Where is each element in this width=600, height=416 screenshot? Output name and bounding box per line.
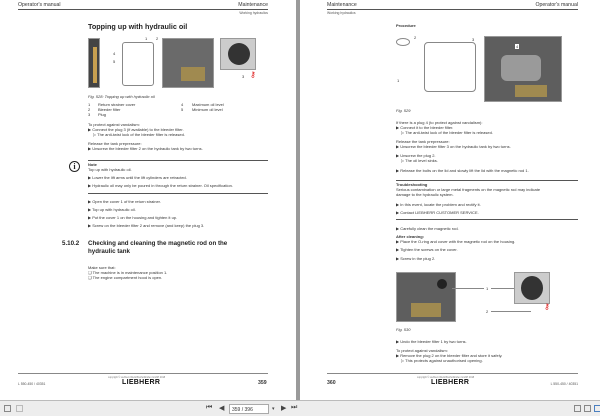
callout-4: 4 [113, 51, 116, 56]
legend-num: 3 [88, 112, 91, 117]
step-text: Unscrew the bleeder filter 3 on the hydraulic tank by two turns. [400, 144, 511, 149]
check-text: The engine compartment hood is open. [92, 275, 163, 280]
figure-caption: Fig. 529 [396, 108, 411, 113]
text: damage to the hydraulic system. [396, 192, 454, 197]
legend-num: 1 [88, 102, 91, 107]
figure-caption: Fig. 530 [396, 327, 411, 332]
liebherr-logo: LIEBHERR [122, 379, 161, 386]
step: ▶ Unscrew the plug 2. [396, 153, 436, 158]
subheader: Working hydraulics [327, 11, 356, 15]
result-text: This protects against unauthorised opening. [405, 358, 483, 363]
step: ▶ Contact LIEBHERR CUSTOMER SERVICE. [396, 210, 479, 215]
key-icon: ⚷ [544, 302, 550, 311]
callout-5: 5 [113, 59, 116, 64]
step: ▶ Connect the plug 3 (if available) to the bleeder filter. [88, 127, 184, 132]
callout-2: 2 [156, 36, 159, 41]
step: ▶ Screw in the plug 2. [396, 256, 436, 261]
step-text: Unscrew the bleeder filter 2 on the hydraulic tank by two turns. [92, 146, 203, 151]
step-text: Top up with hydraulic oil. [92, 207, 136, 212]
step-text: Lower the lift arms until the lift cylinders are retracted. [92, 175, 187, 180]
header-right: Operator's manual [535, 2, 578, 8]
section-title-line2: hydraulic tank [88, 248, 130, 255]
page-title: Topping up with hydraulic oil [88, 22, 188, 31]
check-text: The machine is in maintenance position 1. [92, 270, 168, 275]
step-text: Tighten the screws on the cover. [400, 247, 458, 252]
page-number: 360 [327, 380, 336, 386]
troubleshooting-title: Troubleshooting [396, 182, 428, 187]
result: ▷ The oil level sinks. [401, 158, 438, 163]
footer-code: L 550-450 / 40351 [550, 382, 578, 386]
tank-drawing [424, 42, 476, 92]
callout-1: 1 [486, 286, 489, 291]
step: ▶ Release the bolts on the lid and slowly lift the lid with the magnetic rod 1. [396, 168, 529, 173]
step-text: Screw on the bleeder filter 2 and remove (and keep) the plug 3. [92, 223, 205, 228]
footer-divider [18, 373, 268, 374]
continuous-view-icon[interactable] [594, 405, 600, 412]
text: Release the tank prepressure: [88, 141, 142, 146]
liebherr-logo: LIEBHERR [431, 379, 470, 386]
callout-1: 1 [145, 36, 148, 41]
step-text: Remove the plug 2 on the bleeder filter and store it safely. [400, 353, 503, 358]
page-number-input[interactable]: 359 / 396 [229, 404, 269, 414]
subheader: Working hydraulics [239, 11, 268, 15]
after-cleaning-title: After cleaning: [396, 234, 425, 239]
figure-caption: Fig. 528: Topping up with hydraulic oil [88, 94, 155, 99]
step-text: Connect it to the bleeder filter. [400, 125, 454, 130]
step: ▶ Lower the lift arms until the lift cylinders are retracted. [88, 175, 187, 180]
legend-num: 4 [181, 102, 184, 107]
legend-text: Maximum oil level [192, 102, 224, 107]
step: ▶ Undo the bleeder filter 1 by two turns. [396, 339, 467, 344]
first-page-button[interactable]: ⏮ [206, 404, 213, 411]
legend-text: Plug [98, 112, 107, 117]
legend-text: Minimum oil level [192, 107, 223, 112]
text: To protect against vandalism: [88, 122, 140, 127]
step-text: Hydraulic oil may only be poured in through the return strainer. Oil specification. [92, 183, 233, 188]
right-page [300, 0, 600, 400]
step-text: In this event, locate the problem and rectify it. [400, 202, 481, 207]
step-text: Put the cover 1 on the housing and tighten it up. [92, 215, 178, 220]
step: ▶ Top up with hydraulic oil. [88, 207, 136, 212]
legend-text: Return strainer cover [98, 102, 136, 107]
tank-photo [484, 36, 562, 102]
page-dropdown-button[interactable]: ▾ [272, 406, 275, 412]
note-title: Note [88, 162, 97, 167]
step: ▶ Unscrew the bleeder filter 3 on the hydraulic tank by two turns. [396, 144, 511, 149]
next-page-button[interactable]: ▶ [281, 405, 287, 412]
tank-photo [162, 38, 214, 88]
copyright: copyright © Liebherr-Werk Bischofshofen GmbH 2018 [108, 376, 166, 379]
step-text: Release the bolts on the lid and slowly lift the lid with the magnetic rod 1. [400, 168, 529, 173]
bleeder-filter-photo [514, 272, 550, 304]
step: ▶ Remove the plug 2 on the bleeder filter and store it safely. [396, 353, 503, 358]
result-text: The anti-twist lock of the bleeder filter is released. [97, 132, 185, 137]
check-item: ❏ The engine compartment hood is open. [88, 275, 163, 280]
step: ▶ Hydraulic oil may only be poured in through the return strainer. Oil specification. [88, 183, 233, 188]
check-item: ❏ The machine is in maintenance position 1. [88, 270, 168, 275]
viewer-toolbar [0, 400, 600, 416]
step-text: Place the O-ring and cover with the magnetic rod on the housing. [400, 239, 516, 244]
step: ▶ Open the cover 1 of the return strainer. [88, 199, 161, 204]
tank-photo [396, 272, 456, 322]
step-text: Unscrew the plug 2. [400, 153, 436, 158]
header-right: Maintenance [238, 2, 268, 8]
step: ▶ Tighten the screws on the cover. [396, 247, 458, 252]
step: ▶ Connect it to the bleeder filter. [396, 125, 454, 130]
rotate-icon[interactable] [4, 405, 11, 412]
rotate-back-icon[interactable] [16, 405, 23, 412]
section-number: 5.10.2 [62, 240, 80, 247]
step-text: Undo the bleeder filter 1 by two turns. [400, 339, 467, 344]
procedure-heading: Procedure [396, 23, 416, 28]
text: Release the tank prepressure: [396, 139, 450, 144]
step: ▶ In this event, locate the problem and rectify it. [396, 202, 481, 207]
callout-3: 3 [242, 74, 245, 79]
step-text: Contact LIEBHERR CUSTOMER SERVICE. [400, 210, 479, 215]
note-text: Top up with hydraulic oil. [88, 167, 132, 172]
text: Serious contamination or large metal fragments on the magnetic rod may indicate [396, 187, 541, 192]
step: ▶ Put the cover 1 on the housing and tighten it up. [88, 215, 178, 220]
two-page-view-icon[interactable] [584, 405, 591, 412]
text: Make sure that: [88, 265, 116, 270]
step: ▶ Carefully clean the magnetic rod. [396, 226, 459, 231]
left-page [0, 0, 296, 400]
plug-drawing [396, 38, 410, 46]
callout-4: 4 [516, 44, 519, 49]
header-left: Maintenance [327, 2, 357, 8]
step-text: Open the cover 1 of the return strainer. [92, 199, 161, 204]
info-icon: i [69, 161, 80, 172]
callout-2: 2 [486, 309, 489, 314]
bleeder-filter-photo [220, 38, 256, 70]
legend-num: 5 [181, 107, 184, 112]
result-text: The anti-twist lock of the bleeder filter is released. [405, 130, 493, 135]
callout-3: 3 [472, 37, 475, 42]
step: ▶ Screw on the bleeder filter 2 and remove (and keep) the plug 3. [88, 223, 205, 228]
result: ▷ This protects against unauthorised opening. [401, 358, 483, 363]
step-text: Screw in the plug 2. [400, 256, 436, 261]
key-icon: ⚷ [250, 70, 256, 79]
result-text: The oil level sinks. [405, 158, 438, 163]
sight-glass-image [88, 38, 100, 88]
previous-page-button[interactable]: ◀ [219, 405, 225, 412]
legend-text: Bleeder filter [98, 107, 121, 112]
step: ▶ Place the O-ring and cover with the magnetic rod on the housing. [396, 239, 516, 244]
text: If there is a plug 4 (to protect against vandalism): [396, 120, 483, 125]
footer-divider [327, 373, 578, 374]
step: ▶ Unscrew the bleeder filter 2 on the hydraulic tank by two turns. [88, 146, 203, 151]
header-left: Operator's manual [18, 2, 61, 8]
step-text: Carefully clean the magnetic rod. [400, 226, 459, 231]
header-divider [327, 9, 578, 10]
callout-2: 2 [414, 35, 417, 40]
result: ▷ The anti-twist lock of the bleeder filter is released. [401, 130, 493, 135]
last-page-button[interactable]: ⏭ [291, 404, 298, 411]
copyright: copyright © Liebherr-Werk Bischofshofen GmbH 2018 [417, 376, 475, 379]
legend-num: 2 [88, 107, 91, 112]
step-text: Connect the plug 3 (if available) to the bleeder filter. [92, 127, 184, 132]
tank-drawing [122, 42, 154, 86]
callout-1: 1 [397, 78, 400, 83]
footer-code: L 550-450 / 40351 [18, 382, 46, 386]
page-number: 359 [258, 380, 267, 386]
section-title-line1: Checking and cleaning the magnetic rod on the [88, 240, 228, 247]
result: ▷ The anti-twist lock of the bleeder filter is released. [93, 132, 185, 137]
header-divider [18, 9, 268, 10]
single-page-view-icon[interactable] [574, 405, 581, 412]
text: To protect against vandalism: [396, 348, 448, 353]
